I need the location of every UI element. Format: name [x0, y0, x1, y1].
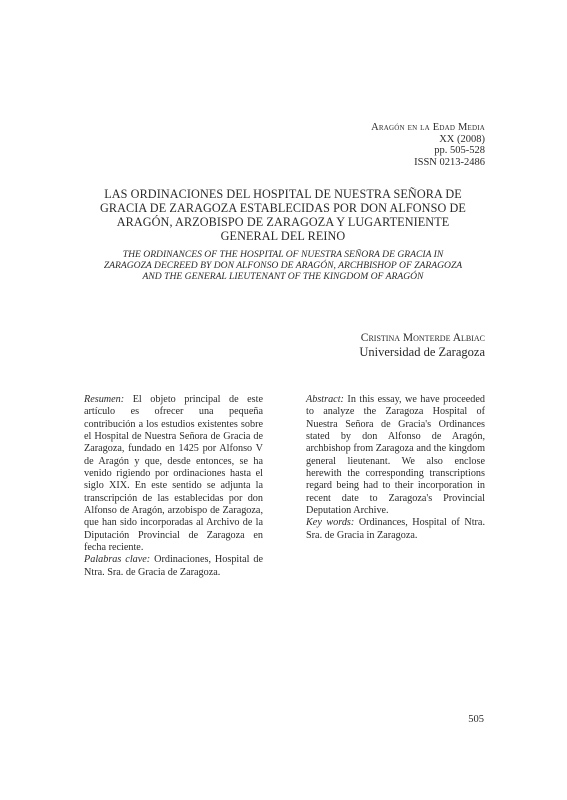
- page-number: 505: [468, 714, 484, 725]
- article-title: LAS ORDINACIONES DEL HOSPITAL DE NUESTRA SEÑORA DE GRACIA DE ZARAGOZA ESTABLECIDAS POR DON ALFONSO DE ARAGÓN, ARZOBISPO DE ZARAGOZA Y LUGARTENIENTE GENERAL DEL REINO: [100, 187, 466, 243]
- resumen-paragraph: [84, 394, 263, 554]
- abstract-label: Abstract:: [306, 394, 344, 405]
- resumen-text: El objeto principal de este artículo es ofrecer una pequeña contribución a los estudios existentes sobre el Hospital de Nuestra Señora de Gracia de Zaragoza, fundado en 1425 por Alfonso V de Aragón y que, desde entonces, se ha venido rigiendo por ordinaciones hasta el siglo XIX. En este sentido se adjunta la transcripción de las establecidas por don Alfonso de Aragón, arzobispo de Zaragoza, que han sido incorporadas al Archivo de la Diputación Provincial de Zaragoza en fecha reciente.: [84, 394, 263, 554]
- journal-pages: pp. 505-528: [434, 145, 485, 157]
- journal-issn: ISSN 0213-2486: [414, 156, 485, 168]
- article-title-english: THE ORDINANCES OF THE HOSPITAL OF NUESTRA SEÑORA DE GRACIA IN ZARAGOZA DECREED BY DON ALFONSO DE ARAGÓN, ARCHBISHOP OF ZARAGOZA AND THE GENERAL LIEUTENANT OF THE KINGDOM OF ARAGÓN: [103, 249, 463, 282]
- author-name: Cristina Monterde Albiac: [360, 332, 485, 344]
- key-words-paragraph: [306, 517, 485, 542]
- author-affiliation: Universidad de Zaragoza: [359, 345, 485, 359]
- palabras-clave-paragraph: [84, 554, 263, 579]
- journal-name: Aragón en la Edad Media: [371, 122, 485, 133]
- resumen-label: Resumen:: [84, 394, 125, 405]
- abstract-paragraph: [306, 394, 485, 517]
- key-words-text: Ordinances, Hospital of Ntra. Sra. de Gracia in Zaragoza.: [306, 517, 485, 541]
- abstract-text: In this essay, we have proceeded to analyze the Zaragoza Hospital of Nuestra Señora de Gracia's Ordinances stated by don Alfonso de Aragón, archbishop from Zaragoza and the kingdom general lieutenant. We also enclose herewith the corresponding transcriptions regard being had to their incorporation in recent date to Zaragoza's Provincial Deputation Archive.: [306, 394, 486, 517]
- palabras-clave-label: Palabras clave:: [84, 554, 151, 566]
- key-words-label: Key words:: [306, 517, 355, 529]
- abstract-column: [306, 394, 485, 542]
- resumen-column: [84, 394, 263, 579]
- journal-volume: XX (2008): [439, 133, 485, 145]
- author-block: [359, 332, 485, 360]
- palabras-clave-text: Ordinaciones, Hospital de Ntra. Sra. de Gracia de Zaragoza.: [84, 554, 263, 578]
- publication-info: [371, 122, 485, 168]
